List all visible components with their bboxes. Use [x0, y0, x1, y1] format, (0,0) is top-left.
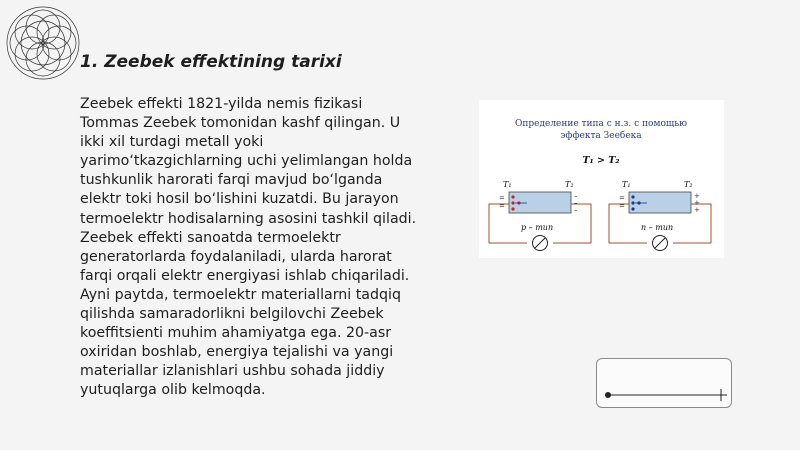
n-type-circuit	[609, 180, 711, 251]
svg-text:=: =	[619, 194, 625, 202]
svg-text:–: –	[574, 199, 578, 207]
right-t2-label: T₂	[684, 180, 693, 189]
dot-handle-icon[interactable]	[605, 392, 611, 398]
seebeck-diagram	[479, 100, 724, 258]
svg-text:–: –	[574, 192, 578, 200]
slide-body-text: Zeebek effekti 1821-yilda nemis fizikasi Tommas Zeebek tomonidan kashf qilingan. U ikki xil turdagi metall yoki yarimo‘tkazgichlarning uchi yelimlangan holda tushkunlik harorati farqi mavjud bo‘lganda elektr toki hosil bo‘lishini kuzatdi. Bu jarayon termoelektr hodisalarning asosini tashkil qiladi. Zeebek effekti sanoatda termoelektr generatorlarda foydalaniladi, ularda harorat farqi orqali elektr energiyasi ishlab chiqariladi. Ayni paytda, termoelektr materiallarni tadqiq qilishda samaradorlikni belgilovchi Zeebek koeffitsienti muhim ahamiyatga ega. 20-asr oxiridan boshlab, energiya tejalishi va yangi materiallar izlanishlari ushbu sohada jiddiy yutuqlarga olib kelmoqda.	[80, 96, 417, 399]
left-t1-label: T₁	[503, 180, 512, 189]
circular-lattice-ornament-icon	[2, 2, 84, 84]
line-widget[interactable]	[596, 358, 732, 408]
seebeck-figure	[479, 100, 724, 258]
line-widget-graphic	[597, 359, 733, 409]
svg-text:=: =	[499, 202, 505, 210]
right-t1-label: T₁	[622, 180, 631, 189]
svg-text:–: –	[574, 206, 578, 214]
svg-text:+: +	[694, 206, 700, 214]
svg-text:=: =	[619, 202, 625, 210]
slide-title: 1. Zeebek effektining tarixi	[80, 52, 342, 72]
svg-text:+: +	[694, 192, 700, 200]
figure-condition: T₁ > T₂	[582, 155, 620, 166]
n-type-label: n – тип	[641, 223, 674, 232]
svg-text:+: +	[694, 199, 700, 207]
svg-text:=: =	[499, 194, 505, 202]
p-type-circuit	[489, 180, 591, 251]
p-type-label: p – тип	[521, 223, 554, 232]
figure-title-line2: эффекта Зеебека	[560, 131, 642, 141]
figure-title-line1: Определение типа с н.з. с помощью	[515, 119, 687, 129]
left-t2-label: T₂	[565, 180, 574, 189]
